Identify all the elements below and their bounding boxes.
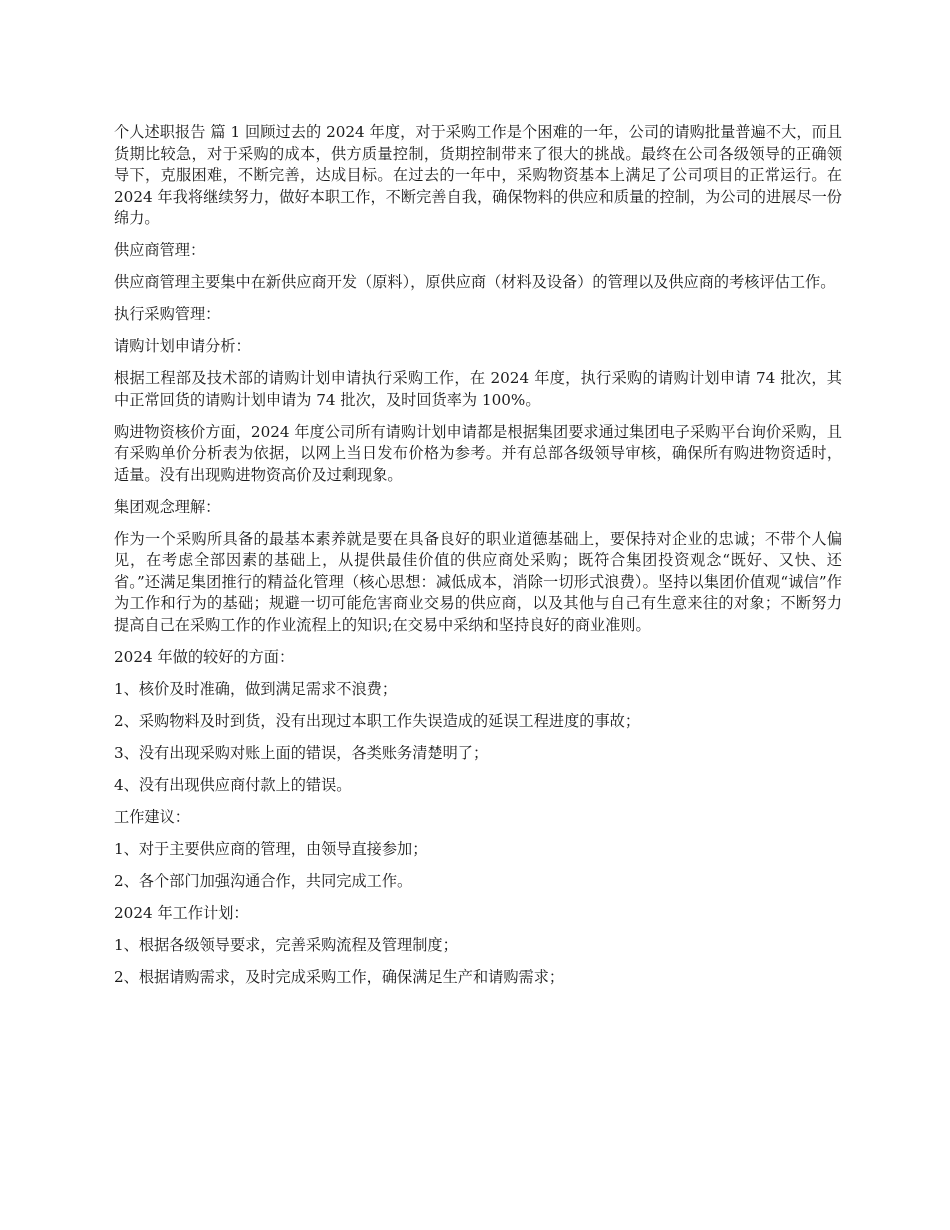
section-heading-purchase-execution: 执行采购管理： — [114, 305, 221, 323]
achievement-item: 2、采购物料及时到货，没有出现过本职工作失误造成的延误工程进度的事故； — [114, 711, 641, 730]
section-heading-achievements: 2024 年做的较好的方面： — [114, 647, 295, 666]
intro-paragraph: 个人述职报告 篇 1 回顾过去的 2024 年度，对于采购工作是个困难的一年，公司的请购批量普遍不大，而且货期比较急，对于采购的成本，供方质量控制，货期控制带来了很大的挑战。最终在公司各级领导的正确领导下，克服困难，不断完善，达成目标。在过去的一年中，采购物资基本上满足了公司项目的正常运行。在 2024 年我将继续努力，做好本职工作，不断完善自我，确保物料的供应和质量的控制，为公司的进展尽一份绵力。 — [114, 123, 842, 227]
section-heading-supplier-management: 供应商管理： — [114, 241, 206, 259]
plan-item: 2、根据请购需求，及时完成采购工作，确保满足生产和请购需求； — [114, 967, 565, 986]
document-body — [114, 122, 842, 999]
section-heading-group-concept: 集团观念理解： — [114, 497, 221, 516]
section-heading-work-plan: 2024 年工作计划： — [114, 903, 249, 922]
achievement-item: 4、没有出现供应商付款上的错误。 — [114, 775, 352, 794]
achievement-item: 1、核价及时准确，做到满足需求不浪费； — [114, 679, 398, 698]
suggestion-item: 2、各个部门加强沟通合作，共同完成工作。 — [114, 871, 413, 890]
achievement-item: 3、没有出现采购对账上面的错误，各类账务清楚明了； — [114, 743, 489, 762]
group-concept-paragraph: 作为一个采购所具备的最基本素养就是要在具备良好的职业道德基础上，要保持对企业的忠诚；不带个人偏见，在考虑全部因素的基础上，从提供最佳价值的供应商处采购；既符合集团投资观念“既好、又快、还省。”还满足集团推行的精益化管理（核心思想：减低成本，消除一切形式浪费）。坚持以集团价值观“诚信”作为工作和行为的基础；规避一切可能危害商业交易的供应商，以及其他与自己有生意来往的对象；不断努力提高自己在采购工作的作业流程上的知识;在交易中采纳和坚持良好的商业准则。 — [114, 529, 842, 634]
supplier-management-paragraph: 供应商管理主要集中在新供应商开发（原料），原供应商（材料及设备）的管理以及供应商的考核评估工作。 — [114, 273, 836, 291]
section-heading-requisition-analysis: 请购计划申请分析： — [114, 337, 251, 355]
suggestion-item: 1、对于主要供应商的管理，由领导直接参加； — [114, 839, 428, 858]
section-heading-suggestions: 工作建议： — [114, 807, 190, 826]
pricing-paragraph: 购进物资核价方面，2024 年度公司所有请购计划申请都是根据集团要求通过集团电子采购平台询价采购，且有采购单价分析表为依据，以网上当日发布价格为参考。并有总部各级领导审核，确保所有购进物资适时，适量。没有出现购进物资高价及过剩现象。 — [114, 422, 842, 484]
plan-item: 1、根据各级领导要求，完善采购流程及管理制度； — [114, 935, 458, 954]
requisition-analysis-paragraph: 根据工程部及技术部的请购计划申请执行采购工作，在 2024 年度，执行采购的请购计划申请 74 批次，其中正常回货的请购计划申请为 74 批次，及时回货率为 100%。 — [114, 369, 842, 409]
